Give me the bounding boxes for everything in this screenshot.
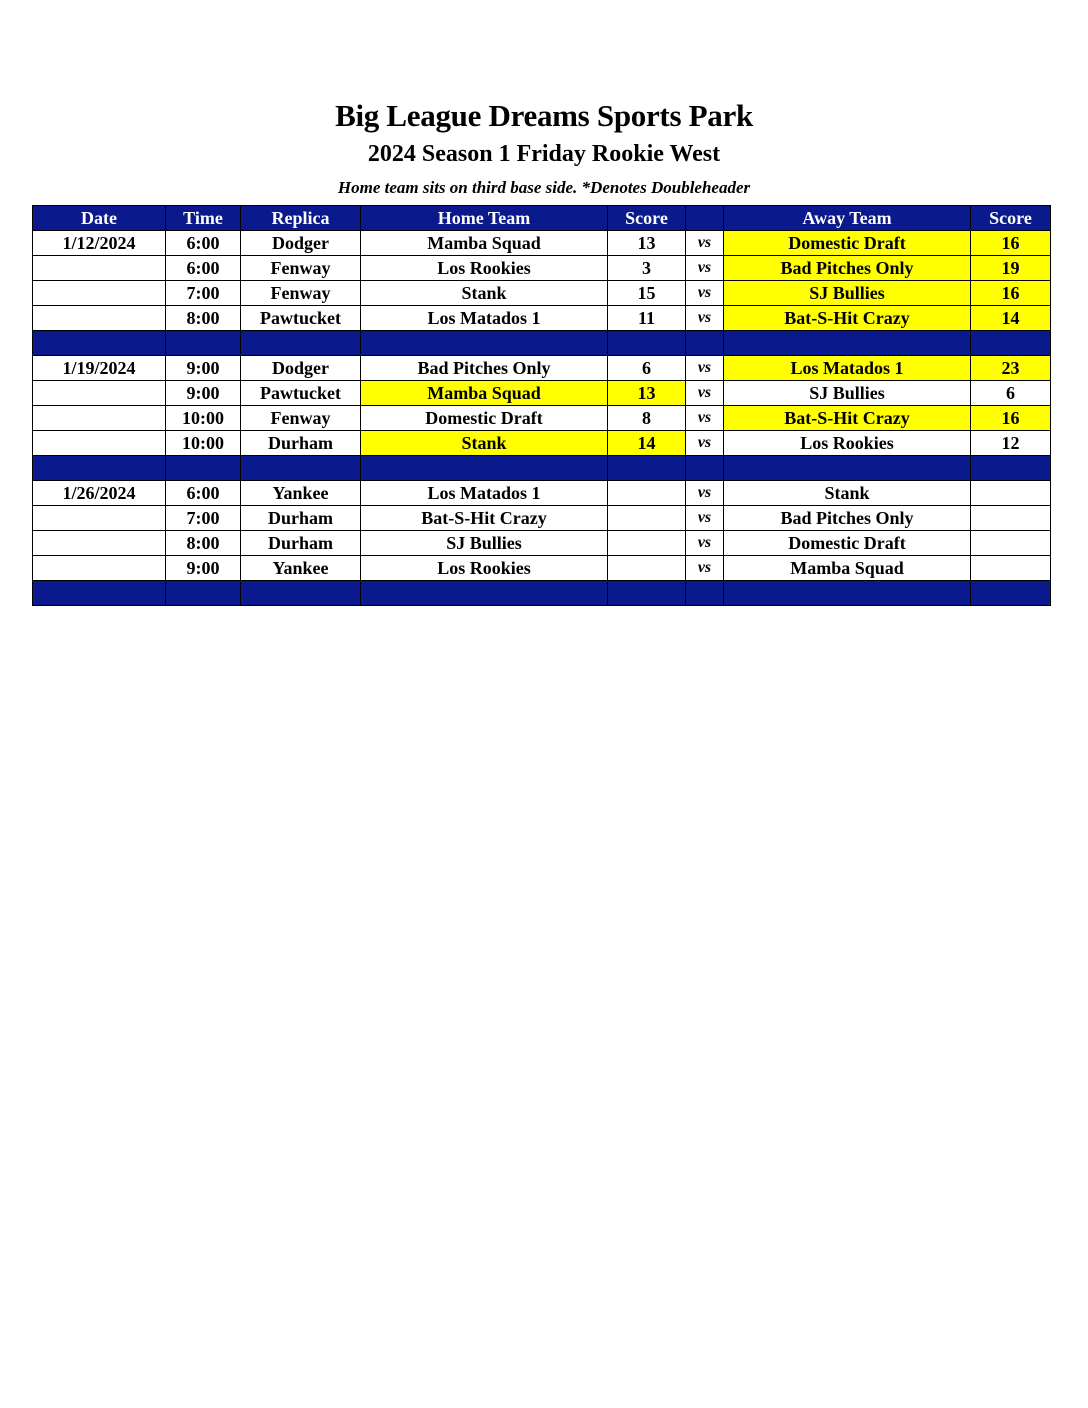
- game-date: [33, 406, 166, 431]
- game-replica: Durham: [241, 506, 361, 531]
- game-time: 10:00: [166, 406, 241, 431]
- game-date: [33, 556, 166, 581]
- game-replica: Fenway: [241, 256, 361, 281]
- page-subtitle: 2024 Season 1 Friday Rookie West: [367, 141, 721, 167]
- game-date: [33, 256, 166, 281]
- away-team: Domestic Draft: [724, 231, 971, 256]
- col-header-home-score: Score: [608, 206, 686, 231]
- separator-cell: [33, 331, 166, 356]
- away-team: Domestic Draft: [724, 531, 971, 556]
- vs-label: vs: [686, 531, 724, 556]
- separator-cell: [971, 456, 1051, 481]
- home-team: Bat-S-Hit Crazy: [361, 506, 608, 531]
- table-row: [33, 381, 1051, 406]
- col-header-date: Date: [33, 206, 166, 231]
- away-team: Bat-S-Hit Crazy: [724, 306, 971, 331]
- week-separator-row: [33, 581, 1051, 606]
- game-date: [33, 431, 166, 456]
- home-team: Stank: [361, 431, 608, 456]
- page-title: Big League Dreams Sports Park: [335, 98, 753, 133]
- game-time: 6:00: [166, 256, 241, 281]
- week-separator-row: [33, 456, 1051, 481]
- away-team: Los Rookies: [724, 431, 971, 456]
- separator-cell: [166, 581, 241, 606]
- game-date: [33, 306, 166, 331]
- home-score: 13: [608, 381, 686, 406]
- table-row: [33, 481, 1051, 506]
- game-replica: Durham: [241, 431, 361, 456]
- home-score: 14: [608, 431, 686, 456]
- game-time: 9:00: [166, 356, 241, 381]
- vs-label: vs: [686, 231, 724, 256]
- schedule-table: [32, 205, 1051, 606]
- home-score: 6: [608, 356, 686, 381]
- separator-cell: [686, 331, 724, 356]
- game-replica: Fenway: [241, 281, 361, 306]
- away-team: SJ Bullies: [724, 281, 971, 306]
- game-date: 1/12/2024: [33, 231, 166, 256]
- separator-cell: [361, 581, 608, 606]
- away-score: [971, 531, 1051, 556]
- table-row: [33, 431, 1051, 456]
- game-replica: Yankee: [241, 556, 361, 581]
- separator-cell: [608, 456, 686, 481]
- away-score: [971, 481, 1051, 506]
- table-row: [33, 256, 1051, 281]
- separator-cell: [608, 581, 686, 606]
- away-team: Bad Pitches Only: [724, 256, 971, 281]
- table-row: [33, 556, 1051, 581]
- table-row: [33, 281, 1051, 306]
- away-team: Bat-S-Hit Crazy: [724, 406, 971, 431]
- game-replica: Dodger: [241, 356, 361, 381]
- week-separator-row: [33, 331, 1051, 356]
- game-time: 8:00: [166, 306, 241, 331]
- game-replica: Pawtucket: [241, 306, 361, 331]
- table-row: [33, 231, 1051, 256]
- separator-cell: [33, 456, 166, 481]
- col-header-away-score: Score: [971, 206, 1051, 231]
- separator-cell: [608, 331, 686, 356]
- separator-cell: [971, 331, 1051, 356]
- separator-cell: [166, 456, 241, 481]
- away-score: 16: [971, 406, 1051, 431]
- home-team: Mamba Squad: [361, 231, 608, 256]
- away-score: 14: [971, 306, 1051, 331]
- header-row: [33, 206, 1051, 231]
- separator-cell: [241, 331, 361, 356]
- vs-label: vs: [686, 256, 724, 281]
- home-team: Mamba Squad: [361, 381, 608, 406]
- game-replica: Fenway: [241, 406, 361, 431]
- away-team: SJ Bullies: [724, 381, 971, 406]
- game-time: 9:00: [166, 556, 241, 581]
- vs-label: vs: [686, 556, 724, 581]
- col-header-vs: [686, 206, 724, 231]
- away-score: 6: [971, 381, 1051, 406]
- game-time: 6:00: [166, 231, 241, 256]
- col-header-time: Time: [166, 206, 241, 231]
- vs-label: vs: [686, 306, 724, 331]
- home-score: [608, 556, 686, 581]
- game-replica: Dodger: [241, 231, 361, 256]
- separator-cell: [361, 456, 608, 481]
- away-score: 12: [971, 431, 1051, 456]
- vs-label: vs: [686, 431, 724, 456]
- away-score: [971, 506, 1051, 531]
- away-score: 23: [971, 356, 1051, 381]
- separator-cell: [686, 581, 724, 606]
- home-team: Domestic Draft: [361, 406, 608, 431]
- vs-label: vs: [686, 406, 724, 431]
- game-date: 1/26/2024: [33, 481, 166, 506]
- away-score: 16: [971, 231, 1051, 256]
- game-time: 7:00: [166, 281, 241, 306]
- separator-cell: [724, 581, 971, 606]
- away-score: 19: [971, 256, 1051, 281]
- schedule-body: [33, 231, 1051, 606]
- table-row: [33, 356, 1051, 381]
- away-score: [971, 556, 1051, 581]
- game-time: 8:00: [166, 531, 241, 556]
- separator-cell: [724, 331, 971, 356]
- game-date: [33, 506, 166, 531]
- separator-cell: [686, 456, 724, 481]
- home-team: Los Rookies: [361, 256, 608, 281]
- game-time: 10:00: [166, 431, 241, 456]
- vs-label: vs: [686, 356, 724, 381]
- table-row: [33, 306, 1051, 331]
- col-header-away-team: Away Team: [724, 206, 971, 231]
- away-team: Mamba Squad: [724, 556, 971, 581]
- game-date: [33, 281, 166, 306]
- away-team: Bad Pitches Only: [724, 506, 971, 531]
- away-team: Los Matados 1: [724, 356, 971, 381]
- col-header-home-team: Home Team: [361, 206, 608, 231]
- home-score: [608, 481, 686, 506]
- away-score: 16: [971, 281, 1051, 306]
- home-score: 13: [608, 231, 686, 256]
- game-replica: Yankee: [241, 481, 361, 506]
- game-replica: Durham: [241, 531, 361, 556]
- game-replica: Pawtucket: [241, 381, 361, 406]
- game-time: 6:00: [166, 481, 241, 506]
- vs-label: vs: [686, 381, 724, 406]
- home-team: Los Matados 1: [361, 306, 608, 331]
- schedule-note: Home team sits on third base side. *Denotes Doubleheader: [337, 178, 751, 197]
- separator-cell: [241, 456, 361, 481]
- home-team: Bad Pitches Only: [361, 356, 608, 381]
- home-score: 3: [608, 256, 686, 281]
- col-header-replica: Replica: [241, 206, 361, 231]
- separator-cell: [971, 581, 1051, 606]
- game-time: 7:00: [166, 506, 241, 531]
- home-team: Los Rookies: [361, 556, 608, 581]
- home-score: 15: [608, 281, 686, 306]
- home-team: Los Matados 1: [361, 481, 608, 506]
- table-row: [33, 406, 1051, 431]
- home-team: SJ Bullies: [361, 531, 608, 556]
- separator-cell: [241, 581, 361, 606]
- home-team: Stank: [361, 281, 608, 306]
- separator-cell: [33, 581, 166, 606]
- home-score: 8: [608, 406, 686, 431]
- separator-cell: [361, 331, 608, 356]
- game-time: 9:00: [166, 381, 241, 406]
- separator-cell: [166, 331, 241, 356]
- vs-label: vs: [686, 281, 724, 306]
- game-date: [33, 531, 166, 556]
- vs-label: vs: [686, 506, 724, 531]
- home-score: 11: [608, 306, 686, 331]
- separator-cell: [724, 456, 971, 481]
- game-date: [33, 381, 166, 406]
- table-row: [33, 506, 1051, 531]
- game-date: 1/19/2024: [33, 356, 166, 381]
- away-team: Stank: [724, 481, 971, 506]
- home-score: [608, 531, 686, 556]
- table-row: [33, 531, 1051, 556]
- vs-label: vs: [686, 481, 724, 506]
- home-score: [608, 506, 686, 531]
